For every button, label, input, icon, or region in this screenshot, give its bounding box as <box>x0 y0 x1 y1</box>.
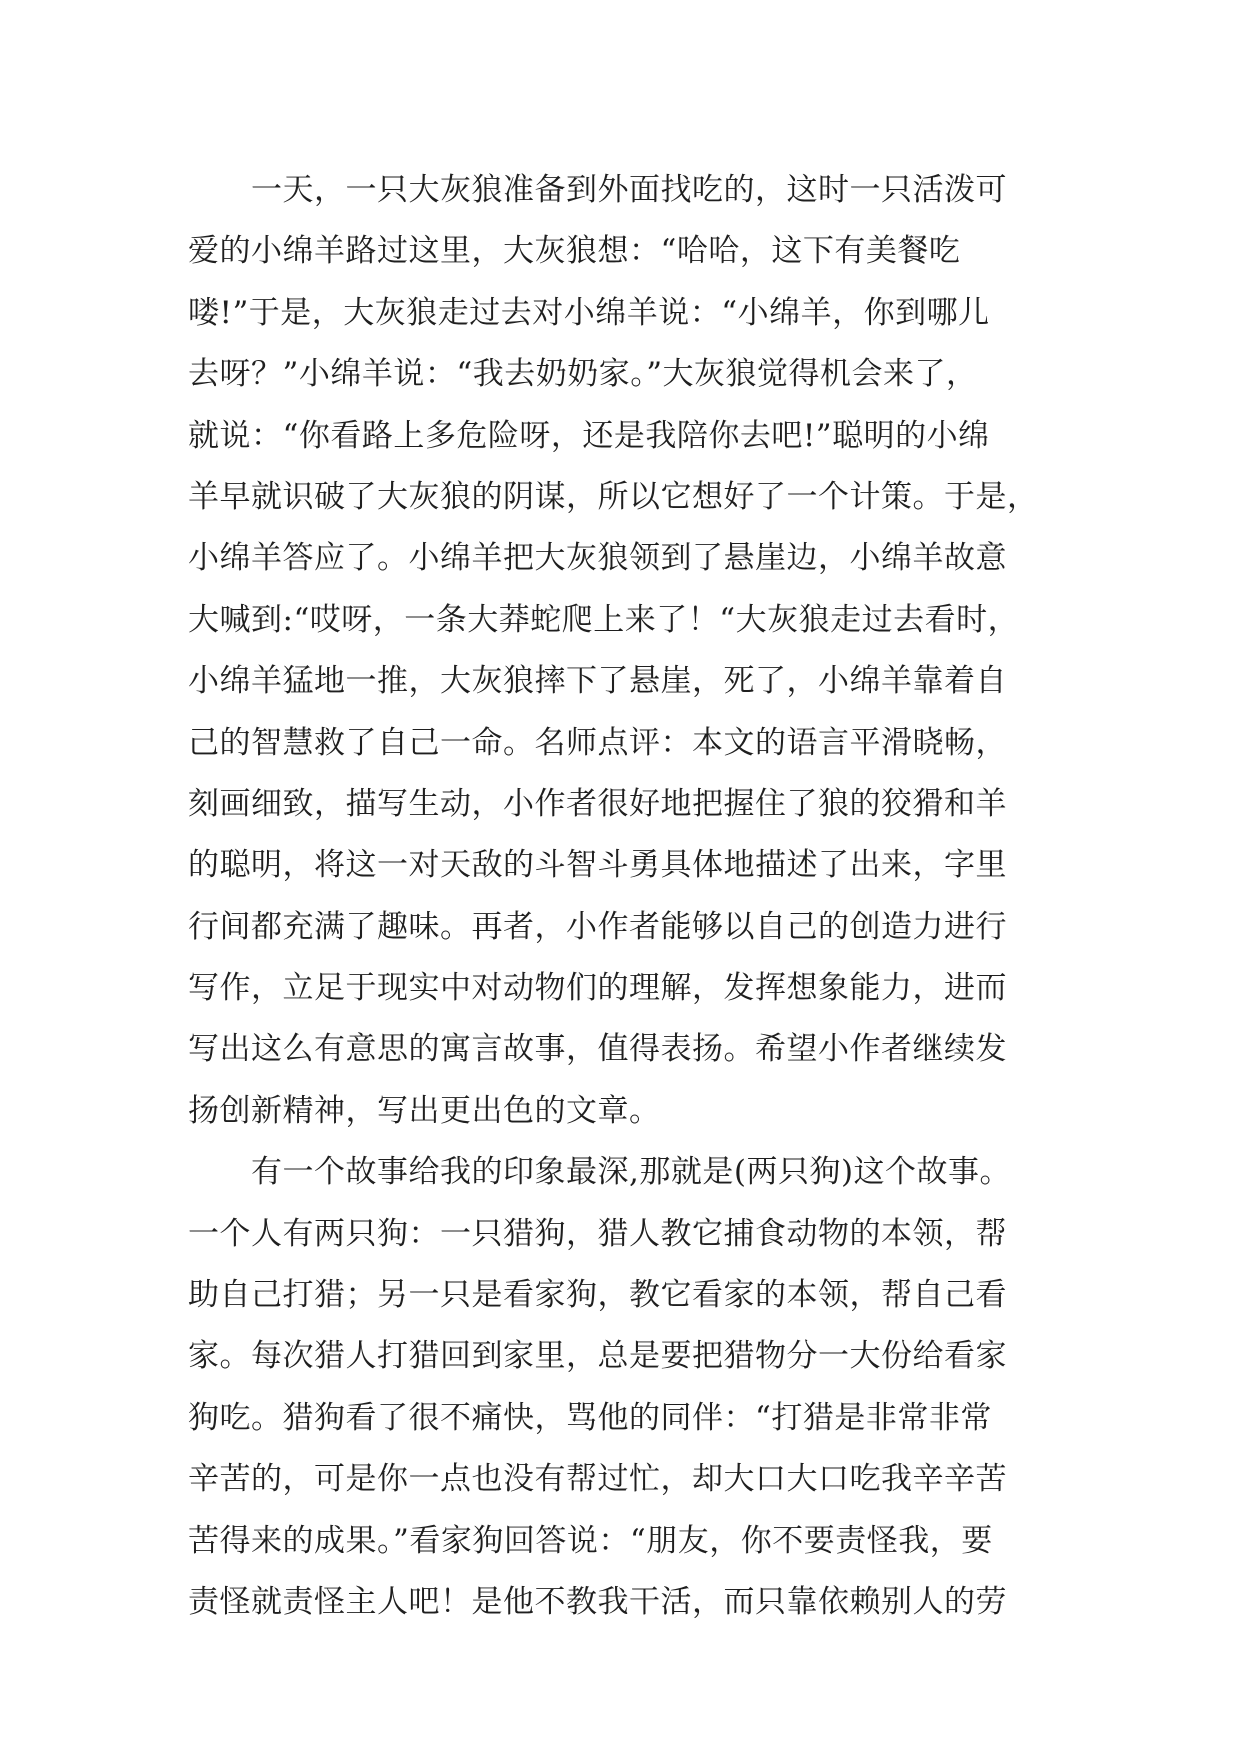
text-line: 去呀？”小绵羊说：“我去奶奶家。”大灰狼觉得机会来了， <box>188 356 978 393</box>
text-line: 写作，立足于现实中对动物们的理解，发挥想象能力，进而 <box>188 970 1007 1007</box>
text-line: 羊早就识破了大灰狼的阴谋，所以它想好了一个计策。于是， <box>188 478 1039 515</box>
text-line: 扬创新精神，写出更出色的文章。 <box>188 1092 661 1129</box>
text-line: 的聪明，将这一对天敌的斗智斗勇具体地描述了出来，字里 <box>188 847 1007 884</box>
text-line: 家。每次猎人打猎回到家里，总是要把猎物分一大份给看家 <box>188 1338 1007 1375</box>
text-line: 就说：“你看路上多危险呀，还是我陪你去吧!”聪明的小绵 <box>188 417 990 454</box>
text-line: 己的智慧救了自己一命。名师点评：本文的语言平滑晓畅， <box>188 724 1007 761</box>
text-line: 大喊到:“哎呀，一条大莽蛇爬上来了！“大灰狼走过去看时， <box>188 601 1020 638</box>
text-line: 爱的小绵羊路过这里，大灰狼想：“哈哈，这下有美餐吃 <box>188 233 961 270</box>
text-line: 一个人有两只狗：一只猎狗，猎人教它捕食动物的本领，帮 <box>188 1215 1007 1252</box>
text-line: 责怪就责怪主人吧！是他不教我干活，而只靠依赖别人的劳 <box>188 1583 1007 1620</box>
text-line: 一天，一只大灰狼准备到外面找吃的，这时一只活泼可 <box>188 172 1007 208</box>
text-line: 狗吃。猎狗看了很不痛快，骂他的同伴：“打猎是非常非常 <box>188 1399 992 1436</box>
text-line: 写出这么有意思的寓言故事，值得表扬。希望小作者继续发 <box>188 1031 1007 1068</box>
text-line: 喽!”于是，大灰狼走过去对小绵羊说：“小绵羊，你到哪儿 <box>188 294 990 331</box>
text-line: 小绵羊答应了。小绵羊把大灰狼领到了悬崖边，小绵羊故意 <box>188 540 1007 577</box>
body-text <box>188 160 1054 1633</box>
text-line: 行间都充满了趣味。再者，小作者能够以自己的创造力进行 <box>188 908 1007 945</box>
text-line: 辛苦的，可是你一点也没有帮过忙，却大口大口吃我辛辛苦 <box>188 1461 1007 1498</box>
text-line: 刻画细致，描写生动，小作者很好地把握住了狼的狡猾和羊 <box>188 785 1007 822</box>
text-line: 助自己打猎；另一只是看家狗，教它看家的本领，帮自己看 <box>188 1277 1007 1314</box>
text-line: 有一个故事给我的印象最深,那就是(两只狗)这个故事。 <box>188 1154 1012 1191</box>
text-line: 小绵羊猛地一推，大灰狼摔下了悬崖，死了，小绵羊靠着自 <box>188 663 1007 700</box>
text-line: 苦得来的成果。”看家狗回答说：“朋友，你不要责怪我，要 <box>188 1522 993 1559</box>
